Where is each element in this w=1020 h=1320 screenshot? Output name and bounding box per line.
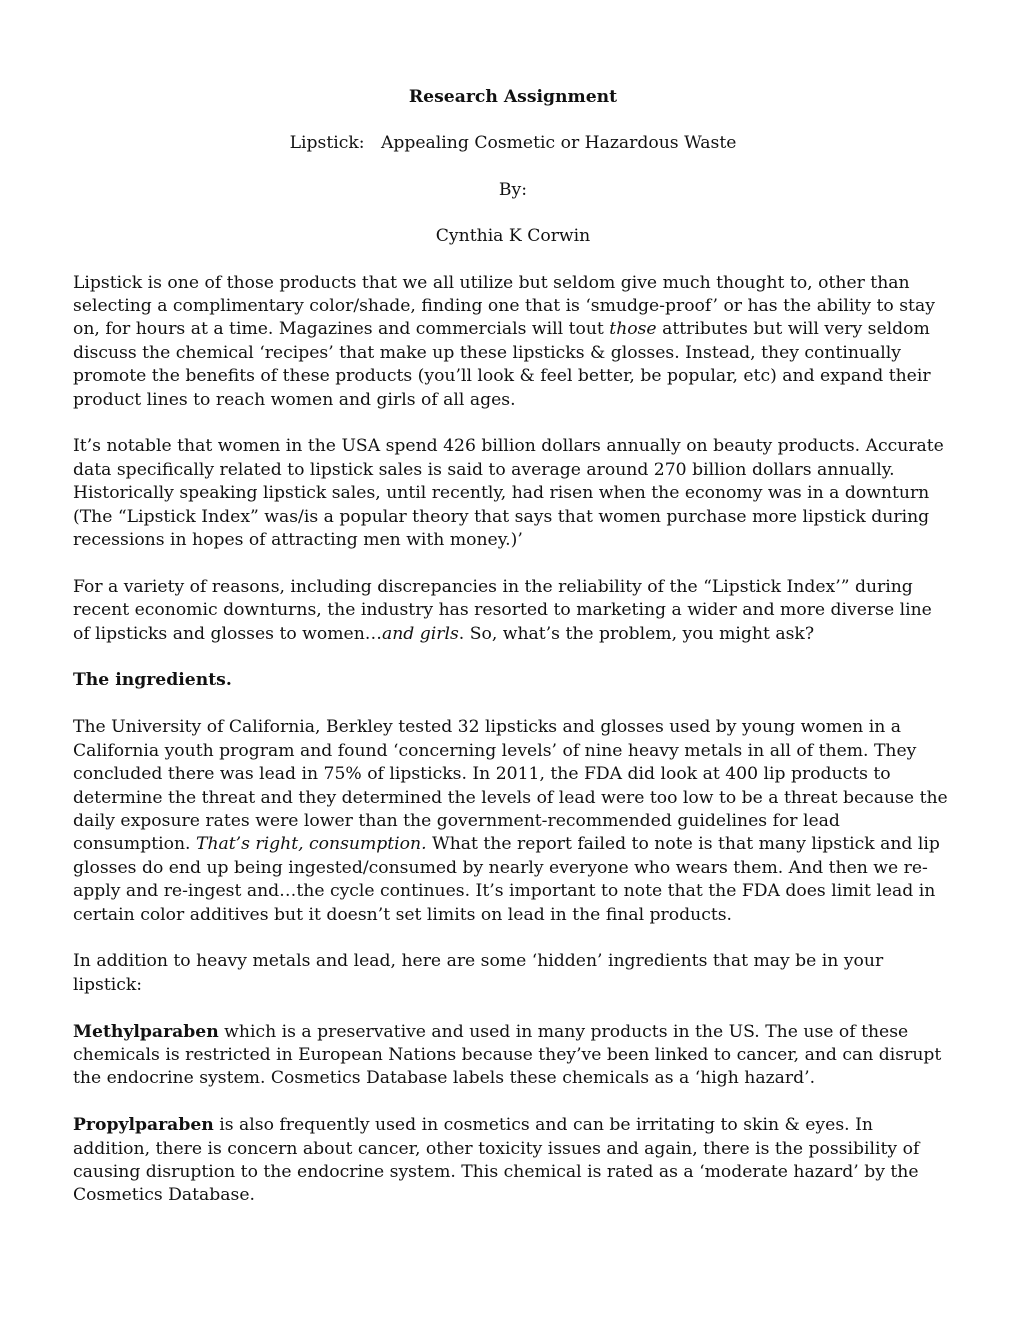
paragraph-marketing-text-a: For a variety of reasons, including discrepancies in the reliability of the “Lipstick Index’” during recent economic downturns, the industry has resorted to marketing a wider and more diverse line of lipsticks and glosses to women… xyxy=(73,576,932,644)
paragraph-propylparaben xyxy=(73,1114,953,1208)
paragraph-marketing-text-b: . So, what’s the problem, you might ask? xyxy=(458,623,815,644)
section-heading-ingredients: The ingredients. xyxy=(73,670,232,691)
paragraph-berkley-study xyxy=(73,716,953,927)
term-methylparaben: Methylparaben xyxy=(73,1021,219,1042)
paragraph-intro-emphasis: those xyxy=(609,319,657,340)
paragraph-marketing-emphasis: and girls xyxy=(381,623,459,644)
paragraph-intro-text-b: attributes but will very seldom discuss the chemical ‘recipes’ that make up these lipsticks & glosses. Instead, they continually promote the benefits of these products (you’ll look & feel better, be popular, etc) and expand their product lines to reach women and girls of all ages. xyxy=(73,319,931,410)
paragraph-methylparaben-text: which is a preservative and used in many products in the US. The use of these chemicals is restricted in European Nations because they’ve been linked to cancer, and can disrupt the endocrine system. Cosmetics Database labels these chemicals as a ‘high hazard’. xyxy=(73,1021,942,1089)
document-title: Research Assignment xyxy=(408,87,618,107)
paragraph-intro xyxy=(73,272,953,412)
term-propylparaben: Propylparaben xyxy=(73,1115,214,1136)
paragraph-intro-text-a: Lipstick is one of those products that we all utilize but seldom give much thought to, other than selecting a complimentary color/shade, finding one that is ‘smudge-proof’ or has the ability to stay on, for hours at a time. Magazines and commercials will tout xyxy=(73,272,935,340)
byline-label: By: xyxy=(498,179,528,200)
paragraph-berkley-text-b: What the report failed to note is that many lipstick and lip glosses do end up being ingested/consumed by nearly everyone who wears them. And then we re-apply and re-ingest and…the cycle continues. It’s important to note that the FDA does limit lead in certain color additives but it doesn’t set limits on lead in the final products. xyxy=(73,834,940,925)
paragraph-hidden-ingredients: In addition to heavy metals and lead, here are some ‘hidden’ ingredients that may be in your lipstick: xyxy=(73,951,884,995)
document-page xyxy=(73,86,953,1231)
author-name: Cynthia K Corwin xyxy=(435,226,591,247)
paragraph-methylparaben xyxy=(73,1021,953,1091)
paragraph-propylparaben-text: is also frequently used in cosmetics and can be irritating to skin & eyes. In addition, there is concern about cancer, other toxicity issues and again, there is the possibility of causing disruption to the endocrine system. This chemical is rated as a ‘moderate hazard’ by the Cosmetics Database. xyxy=(73,1115,920,1206)
paragraph-berkley-text-a: The University of California, Berkley tested 32 lipsticks and glosses used by young women in a California youth program and found ‘concerning levels’ of nine heavy metals in all of them. They concluded there was lead in 75% of lipsticks. In 2011, the FDA did look at 400 lip products to determine the threat and they determined the levels of lead were too low to be a threat because the daily exposure rates were lower than the government-recommended guidelines for lead consumption. xyxy=(73,717,948,855)
paragraph-berkley-emphasis: That’s right, consumption. xyxy=(195,834,427,855)
paragraph-sales: It’s notable that women in the USA spend 426 billion dollars annually on beauty products. Accurate data specifically related to lipstick sales is said to average around 270 billion dollars annually. Historically speaking lipstick sales, until recently, had risen when the economy was in a downturn (The “Lipstick Index” was/is a popular theory that says that women purchase more lipstick during recessions in hopes of attracting men with money.)’ xyxy=(73,436,944,551)
document-subtitle: Lipstick: Appealing Cosmetic or Hazardous Waste xyxy=(289,133,737,154)
paragraph-marketing xyxy=(73,576,953,646)
